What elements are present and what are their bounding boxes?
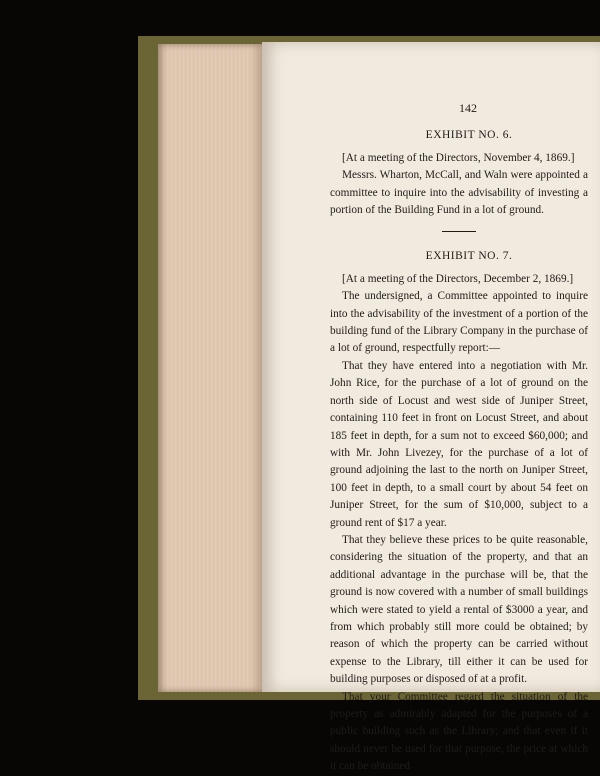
exhibit-7-paragraph-2: That they have entered into a negotiation with Mr. John Rice, for the purchase of a lot of ground on the north side of Locust and west side of Juniper Street, containing 110 feet in front on Locust Street, and about 185 feet in depth, for a sum not to exceed $60,000; and with Mr. John Livezey, for the purchase of a lot of ground adjoining the last to the north on Juniper Street, 100 feet in depth, to a small court by about 54 feet on Juniper Street, for the sum of $10,000, subject to a ground rent of $17 a year. — [330, 359, 588, 529]
exhibit-6-meeting-note: [At a meeting of the Directors, November 4, 1869.] — [342, 151, 575, 164]
exhibit-7-paragraph-4: That your Committee regard the situation of the property as admirably adapted for the purposes of a public building such as the Library; and that even if it should never be used for that purpose, the price at which it can be obtained — [330, 690, 588, 773]
exhibit-7-heading: EXHIBIT NO. 7. — [425, 250, 513, 263]
page-number: 142 — [459, 101, 477, 115]
exhibit-6-heading: EXHIBIT NO. 6. — [425, 129, 513, 142]
section-divider — [442, 231, 476, 232]
page-text — [330, 100, 588, 776]
exhibit-7-paragraph-1: The undersigned, a Committee appointed to inquire into the advisability of the investment of a portion of the building fund of the Library Company in the purchase of a lot of ground, respectfully report:— — [330, 290, 588, 355]
exhibit-6-paragraph: Messrs. Wharton, McCall, and Waln were appointed a committee to inquire into the advisability of investing a portion of the Building Fund in a lot of ground. — [330, 169, 588, 217]
exhibit-7-meeting-note: [At a meeting of the Directors, December 2, 1869.] — [342, 272, 574, 285]
page-edges — [158, 44, 262, 692]
exhibit-7-paragraph-3: That they believe these prices to be quite reasonable, considering the situation of the property, and that an additional advantage in the purchase will be, that the ground is now covered with a number of small buildings which were stated to yield a rental of $3000 a year, and from which probably still more could be obtained; by reason of which the property can be carried without expense to the Library, till either it can be used for building purposes or disposed of at a profit. — [330, 533, 588, 686]
